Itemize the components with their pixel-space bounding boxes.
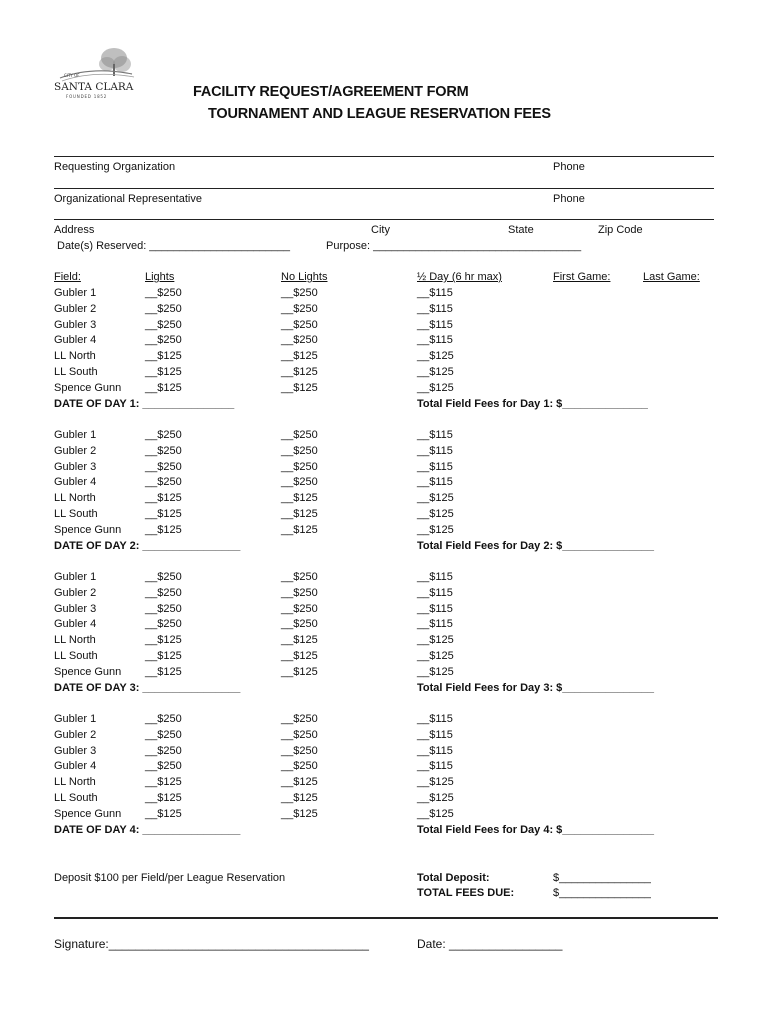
- no-lights-fee[interactable]: __$125: [281, 492, 318, 505]
- lights-fee[interactable]: __$250: [145, 602, 182, 615]
- no-lights-fee[interactable]: __$250: [281, 744, 318, 757]
- lights-fee[interactable]: __$125: [145, 366, 182, 378]
- half-day-fee[interactable]: __$125: [417, 776, 454, 789]
- half-day-fee[interactable]: __$125: [417, 492, 454, 505]
- col-no-lights: No Lights: [281, 271, 328, 283]
- half-day-fee[interactable]: __$115: [417, 571, 453, 583]
- half-day-fee[interactable]: __$115: [417, 728, 453, 741]
- half-day-fee[interactable]: __$115: [417, 586, 453, 599]
- lights-fee[interactable]: __$250: [145, 460, 182, 473]
- no-lights-fee[interactable]: __$125: [281, 776, 318, 789]
- state-label: State: [508, 224, 534, 236]
- field-name: LL North: [54, 492, 96, 505]
- half-day-fee[interactable]: __$115: [417, 334, 453, 347]
- half-day-fee[interactable]: __$125: [417, 350, 454, 363]
- no-lights-fee[interactable]: __$125: [281, 807, 318, 820]
- half-day-fee[interactable]: __$115: [417, 318, 453, 331]
- half-day-fee[interactable]: __$125: [417, 523, 454, 536]
- address-label: Address: [54, 224, 95, 236]
- field-name: LL North: [54, 350, 96, 363]
- lights-fee[interactable]: __$250: [145, 744, 182, 757]
- lights-fee[interactable]: __$125: [145, 523, 182, 536]
- lights-fee[interactable]: __$250: [145, 476, 182, 489]
- half-day-fee[interactable]: __$125: [417, 807, 454, 820]
- half-day-fee[interactable]: __$115: [417, 444, 453, 457]
- half-day-fee[interactable]: __$115: [417, 744, 453, 757]
- col-last-game: Last Game:: [643, 271, 700, 283]
- field-name: Spence Gunn: [54, 523, 122, 536]
- field-name: Spence Gunn: [54, 381, 122, 394]
- field-name: Gubler 3: [54, 460, 97, 473]
- total-fees-label: TOTAL FEES DUE:: [417, 887, 515, 899]
- half-day-fee[interactable]: __$115: [417, 302, 453, 315]
- field-name: Gubler 2: [54, 302, 97, 315]
- field-name: Gubler 2: [54, 728, 97, 741]
- no-lights-fee[interactable]: __$125: [281, 366, 318, 378]
- day-date-field[interactable]: DATE OF DAY 4: ________________: [54, 823, 241, 836]
- field-name: LL North: [54, 634, 96, 647]
- field-name: LL North: [54, 776, 96, 789]
- lights-fee[interactable]: __$125: [145, 807, 182, 820]
- lights-fee[interactable]: __$250: [145, 760, 182, 773]
- date-field[interactable]: Date: _________________: [417, 937, 563, 951]
- lights-fee[interactable]: __$250: [145, 444, 182, 457]
- form-subtitle: TOURNAMENT AND LEAGUE RESERVATION FEES: [208, 106, 551, 122]
- deposit-note: Deposit $100 per Field/per League Reservation: [54, 872, 286, 884]
- org-rep-label: Organizational Representative: [54, 193, 202, 205]
- no-lights-fee[interactable]: __$125: [281, 792, 318, 804]
- lights-fee[interactable]: __$250: [145, 571, 182, 583]
- day-total-field[interactable]: Total Field Fees for Day 1: $______________: [417, 397, 648, 410]
- half-day-fee[interactable]: __$125: [417, 508, 454, 520]
- field-name: Gubler 3: [54, 318, 97, 331]
- field-name: Gubler 3: [54, 744, 97, 757]
- field-name: Gubler 1: [54, 571, 97, 583]
- field-name: Gubler 3: [54, 602, 97, 615]
- logo-santa-clara: SANTA CLARA: [54, 81, 134, 93]
- lights-fee[interactable]: __$125: [145, 792, 182, 804]
- no-lights-fee[interactable]: __$250: [281, 334, 318, 347]
- lights-fee[interactable]: __$250: [145, 318, 182, 331]
- org-rep-line[interactable]: [54, 188, 714, 189]
- field-name: Gubler 1: [54, 713, 97, 725]
- day-total-field[interactable]: Total Field Fees for Day 4: $_______________: [417, 823, 655, 836]
- total-fees-field[interactable]: $_______________: [553, 887, 651, 899]
- logo-founded: FOUNDED 1852: [66, 94, 108, 99]
- no-lights-fee[interactable]: __$250: [281, 602, 318, 615]
- dates-reserved-field[interactable]: Date(s) Reserved: _______________________: [57, 240, 291, 252]
- col-lights: Lights: [145, 271, 175, 283]
- field-name: Gubler 4: [54, 334, 97, 347]
- field-name: Gubler 1: [54, 287, 97, 299]
- no-lights-fee[interactable]: __$250: [281, 728, 318, 741]
- field-name: Gubler 1: [54, 429, 97, 441]
- half-day-fee[interactable]: __$125: [417, 366, 454, 378]
- lights-fee[interactable]: __$125: [145, 492, 182, 505]
- no-lights-fee[interactable]: __$250: [281, 460, 318, 473]
- no-lights-fee[interactable]: __$250: [281, 444, 318, 457]
- form-title: FACILITY REQUEST/AGREEMENT FORM: [193, 84, 469, 100]
- no-lights-fee[interactable]: __$125: [281, 634, 318, 647]
- half-day-fee[interactable]: __$115: [417, 460, 453, 473]
- divider: [54, 917, 718, 919]
- day-total-field[interactable]: Total Field Fees for Day 3: $_______________: [417, 681, 655, 694]
- no-lights-fee[interactable]: __$250: [281, 287, 318, 299]
- no-lights-fee[interactable]: __$250: [281, 713, 318, 725]
- field-name: LL South: [54, 366, 98, 378]
- lights-fee[interactable]: __$125: [145, 776, 182, 789]
- lights-fee[interactable]: __$250: [145, 618, 182, 631]
- lights-fee[interactable]: __$250: [145, 429, 182, 441]
- requesting-org-label: Requesting Organization: [54, 161, 176, 173]
- lights-fee[interactable]: __$250: [145, 586, 182, 599]
- no-lights-fee[interactable]: __$250: [281, 760, 318, 773]
- half-day-fee[interactable]: __$125: [417, 665, 454, 678]
- no-lights-fee[interactable]: __$125: [281, 523, 318, 536]
- lights-fee[interactable]: __$250: [145, 728, 182, 741]
- no-lights-fee[interactable]: __$250: [281, 302, 318, 315]
- field-name: Spence Gunn: [54, 665, 122, 678]
- purpose-field[interactable]: Purpose: __________________________________: [326, 240, 582, 252]
- half-day-fee[interactable]: __$125: [417, 634, 454, 647]
- no-lights-fee[interactable]: __$125: [281, 381, 318, 394]
- no-lights-fee[interactable]: __$250: [281, 429, 318, 441]
- half-day-fee[interactable]: __$125: [417, 792, 454, 804]
- half-day-fee[interactable]: __$115: [417, 287, 453, 299]
- no-lights-fee[interactable]: __$250: [281, 476, 318, 489]
- total-deposit-label: Total Deposit:: [417, 872, 490, 884]
- field-name: Gubler 4: [54, 760, 97, 773]
- half-day-fee[interactable]: __$125: [417, 650, 454, 662]
- field-name: Gubler 4: [54, 476, 97, 489]
- field-name: Gubler 4: [54, 618, 97, 631]
- field-name: LL South: [54, 792, 98, 804]
- lights-fee[interactable]: __$125: [145, 650, 182, 662]
- address-line[interactable]: [54, 219, 714, 220]
- lights-fee[interactable]: __$250: [145, 334, 182, 347]
- lights-fee[interactable]: __$125: [145, 508, 182, 520]
- field-name: LL South: [54, 650, 98, 662]
- col-half-day: ½ Day (6 hr max): [417, 271, 502, 283]
- day-date-field[interactable]: DATE OF DAY 1: _______________: [54, 397, 235, 410]
- lights-fee[interactable]: __$250: [145, 713, 182, 725]
- no-lights-fee[interactable]: __$250: [281, 618, 318, 631]
- total-deposit-field[interactable]: $_______________: [553, 872, 651, 884]
- half-day-fee[interactable]: __$125: [417, 381, 454, 394]
- field-name: Gubler 2: [54, 444, 97, 457]
- lights-fee[interactable]: __$125: [145, 381, 182, 394]
- phone1-label: Phone: [553, 161, 585, 173]
- no-lights-fee[interactable]: __$125: [281, 350, 318, 363]
- santa-clara-logo: [52, 44, 142, 102]
- col-field: Field:: [54, 271, 81, 283]
- logo-city-of: CITY OF: [64, 73, 80, 78]
- half-day-fee[interactable]: __$115: [417, 713, 453, 725]
- half-day-fee[interactable]: __$115: [417, 429, 453, 441]
- lights-fee[interactable]: __$125: [145, 350, 182, 363]
- day-date-field[interactable]: DATE OF DAY 3: ________________: [54, 681, 241, 694]
- city-label: City: [371, 224, 390, 236]
- no-lights-fee[interactable]: __$250: [281, 586, 318, 599]
- half-day-fee[interactable]: __$115: [417, 476, 453, 489]
- no-lights-fee[interactable]: __$125: [281, 650, 318, 662]
- phone2-label: Phone: [553, 193, 585, 205]
- zip-label: Zip Code: [598, 224, 643, 236]
- field-name: LL South: [54, 508, 98, 520]
- half-day-fee[interactable]: __$115: [417, 602, 453, 615]
- no-lights-fee[interactable]: __$125: [281, 665, 318, 678]
- requesting-org-line[interactable]: [54, 156, 714, 157]
- lights-fee[interactable]: __$125: [145, 665, 182, 678]
- signature-field[interactable]: Signature:_______________________________________: [54, 937, 369, 951]
- day-date-field[interactable]: DATE OF DAY 2: ________________: [54, 539, 241, 552]
- lights-fee[interactable]: __$250: [145, 287, 182, 299]
- col-first-game: First Game:: [553, 271, 611, 283]
- lights-fee[interactable]: __$250: [145, 302, 182, 315]
- half-day-fee[interactable]: __$115: [417, 760, 453, 773]
- no-lights-fee[interactable]: __$250: [281, 571, 318, 583]
- lights-fee[interactable]: __$125: [145, 634, 182, 647]
- half-day-fee[interactable]: __$115: [417, 618, 453, 631]
- day-total-field[interactable]: Total Field Fees for Day 2: $_______________: [417, 539, 655, 552]
- no-lights-fee[interactable]: __$125: [281, 508, 318, 520]
- field-name: Spence Gunn: [54, 807, 122, 820]
- field-name: Gubler 2: [54, 586, 97, 599]
- no-lights-fee[interactable]: __$250: [281, 318, 318, 331]
